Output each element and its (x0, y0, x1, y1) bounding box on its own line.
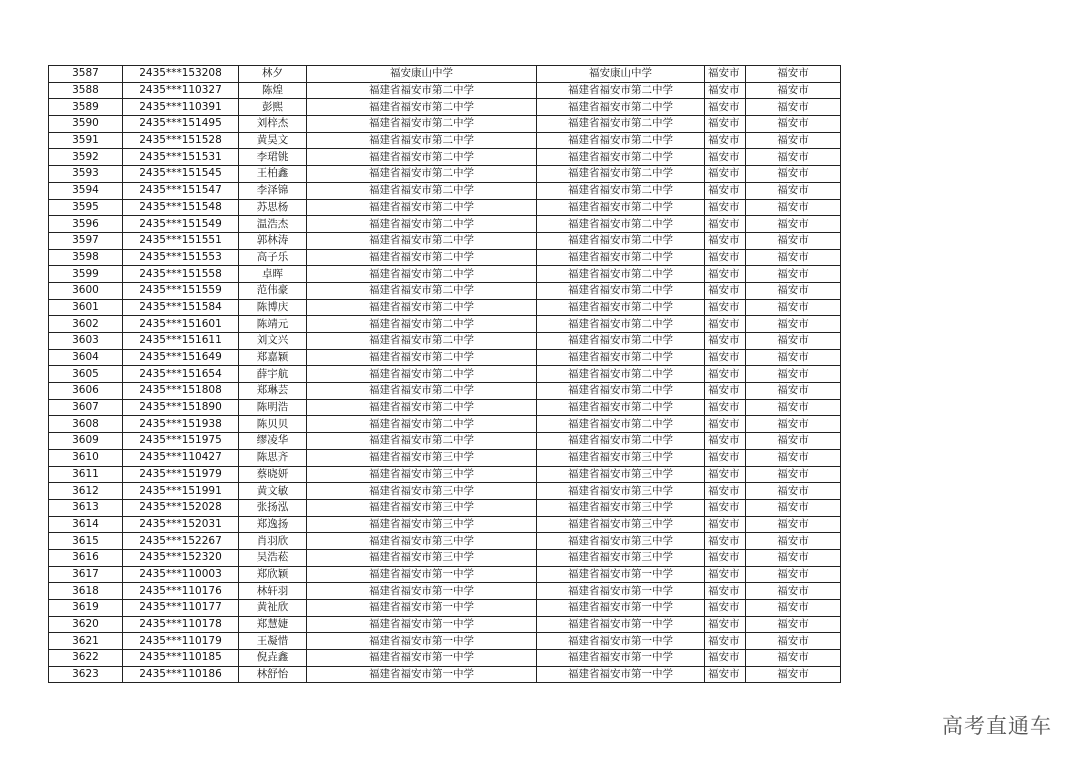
table-row (49, 433, 841, 450)
cell-name: 林舒怡 (239, 666, 307, 683)
cell-exam-id: 2435***151547 (123, 182, 239, 199)
cell-name: 刘梓杰 (239, 116, 307, 133)
watermark-text: 高考直通车 (942, 714, 1052, 738)
cell-exam-id: 2435***110176 (123, 583, 239, 600)
cell-name: 林轩羽 (239, 583, 307, 600)
cell-exam-id: 2435***152320 (123, 549, 239, 566)
cell-city-2: 福安市 (746, 82, 841, 99)
cell-seq: 3622 (49, 650, 123, 667)
cell-school-2: 福建省福安市第二中学 (537, 99, 705, 116)
cell-name: 倪垚鑫 (239, 650, 307, 667)
cell-seq: 3591 (49, 132, 123, 149)
table-row (49, 66, 841, 83)
table-row (49, 132, 841, 149)
cell-city: 福安市 (705, 182, 746, 199)
cell-exam-id: 2435***151553 (123, 249, 239, 266)
cell-school-2: 福建省福安市第二中学 (537, 366, 705, 383)
cell-name: 郑慧婕 (239, 616, 307, 633)
cell-seq: 3615 (49, 533, 123, 550)
cell-city: 福安市 (705, 199, 746, 216)
cell-school: 福建省福安市第二中学 (307, 249, 537, 266)
cell-exam-id: 2435***152028 (123, 499, 239, 516)
cell-exam-id: 2435***110427 (123, 449, 239, 466)
table-row (49, 616, 841, 633)
cell-exam-id: 2435***151528 (123, 132, 239, 149)
cell-city-2: 福安市 (746, 383, 841, 400)
cell-city-2: 福安市 (746, 650, 841, 667)
cell-school-2: 福建省福安市第二中学 (537, 132, 705, 149)
table-row (49, 650, 841, 667)
cell-school-2: 福建省福安市第三中学 (537, 483, 705, 500)
table-row (49, 99, 841, 116)
cell-city-2: 福安市 (746, 583, 841, 600)
cell-seq: 3599 (49, 266, 123, 283)
cell-school-2: 福建省福安市第二中学 (537, 316, 705, 333)
cell-exam-id: 2435***110391 (123, 99, 239, 116)
cell-name: 陈贝贝 (239, 416, 307, 433)
cell-exam-id: 2435***151545 (123, 166, 239, 183)
table-row (49, 483, 841, 500)
cell-name: 蔡晓妍 (239, 466, 307, 483)
cell-seq: 3617 (49, 566, 123, 583)
cell-school: 福建省福安市第二中学 (307, 349, 537, 366)
cell-exam-id: 2435***151890 (123, 399, 239, 416)
cell-seq: 3620 (49, 616, 123, 633)
cell-city-2: 福安市 (746, 266, 841, 283)
cell-name: 郑嘉颖 (239, 349, 307, 366)
cell-name: 张扬泓 (239, 499, 307, 516)
cell-school: 福建省福安市第二中学 (307, 199, 537, 216)
cell-seq: 3604 (49, 349, 123, 366)
cell-city: 福安市 (705, 82, 746, 99)
cell-city-2: 福安市 (746, 116, 841, 133)
cell-school-2: 福建省福安市第一中学 (537, 566, 705, 583)
table-row (49, 533, 841, 550)
cell-exam-id: 2435***110178 (123, 616, 239, 633)
cell-seq: 3605 (49, 366, 123, 383)
cell-exam-id: 2435***151975 (123, 433, 239, 450)
cell-exam-id: 2435***151495 (123, 116, 239, 133)
cell-school-2: 福建省福安市第二中学 (537, 266, 705, 283)
cell-school: 福建省福安市第二中学 (307, 99, 537, 116)
table-row (49, 583, 841, 600)
cell-city: 福安市 (705, 99, 746, 116)
cell-seq: 3600 (49, 282, 123, 299)
cell-city-2: 福安市 (746, 166, 841, 183)
cell-school: 福建省福安市第二中学 (307, 333, 537, 350)
table-row (49, 549, 841, 566)
cell-city: 福安市 (705, 549, 746, 566)
cell-city-2: 福安市 (746, 216, 841, 233)
cell-city-2: 福安市 (746, 182, 841, 199)
cell-city-2: 福安市 (746, 666, 841, 683)
cell-school: 福建省福安市第二中学 (307, 366, 537, 383)
cell-exam-id: 2435***151549 (123, 216, 239, 233)
cell-school: 福建省福安市第二中学 (307, 232, 537, 249)
table-row (49, 600, 841, 617)
table-row (49, 449, 841, 466)
cell-city-2: 福安市 (746, 399, 841, 416)
cell-name: 肖羽欣 (239, 533, 307, 550)
cell-school: 福建省福安市第二中学 (307, 132, 537, 149)
cell-city-2: 福安市 (746, 149, 841, 166)
cell-city: 福安市 (705, 666, 746, 683)
cell-school-2: 福建省福安市第一中学 (537, 583, 705, 600)
cell-school-2: 福建省福安市第二中学 (537, 82, 705, 99)
cell-school: 福建省福安市第二中学 (307, 299, 537, 316)
cell-city: 福安市 (705, 616, 746, 633)
cell-name: 陈思齐 (239, 449, 307, 466)
table-row (49, 499, 841, 516)
cell-city-2: 福安市 (746, 533, 841, 550)
cell-city-2: 福安市 (746, 466, 841, 483)
cell-city: 福安市 (705, 149, 746, 166)
cell-seq: 3618 (49, 583, 123, 600)
cell-school-2: 福建省福安市第二中学 (537, 232, 705, 249)
cell-city-2: 福安市 (746, 99, 841, 116)
cell-school-2: 福建省福安市第二中学 (537, 416, 705, 433)
cell-city-2: 福安市 (746, 333, 841, 350)
cell-seq: 3595 (49, 199, 123, 216)
cell-school-2: 福建省福安市第一中学 (537, 650, 705, 667)
cell-school: 福建省福安市第三中学 (307, 516, 537, 533)
cell-seq: 3587 (49, 66, 123, 83)
cell-name: 陈靖元 (239, 316, 307, 333)
cell-city-2: 福安市 (746, 282, 841, 299)
cell-seq: 3590 (49, 116, 123, 133)
cell-school: 福建省福安市第三中学 (307, 466, 537, 483)
cell-seq: 3613 (49, 499, 123, 516)
cell-seq: 3603 (49, 333, 123, 350)
cell-city: 福安市 (705, 633, 746, 650)
cell-city: 福安市 (705, 116, 746, 133)
cell-name: 陈煌 (239, 82, 307, 99)
cell-seq: 3594 (49, 182, 123, 199)
cell-exam-id: 2435***151558 (123, 266, 239, 283)
table-row (49, 116, 841, 133)
cell-school-2: 福建省福安市第三中学 (537, 466, 705, 483)
cell-name: 李珺铫 (239, 149, 307, 166)
table-row (49, 282, 841, 299)
cell-city-2: 福安市 (746, 433, 841, 450)
cell-name: 黄昊文 (239, 132, 307, 149)
cell-school: 福建省福安市第三中学 (307, 499, 537, 516)
cell-seq: 3614 (49, 516, 123, 533)
cell-seq: 3612 (49, 483, 123, 500)
cell-school: 福建省福安市第三中学 (307, 483, 537, 500)
cell-seq: 3623 (49, 666, 123, 683)
cell-school-2: 福建省福安市第二中学 (537, 383, 705, 400)
cell-school-2: 福建省福安市第三中学 (537, 516, 705, 533)
cell-seq: 3607 (49, 399, 123, 416)
cell-city: 福安市 (705, 433, 746, 450)
table-row (49, 266, 841, 283)
cell-city-2: 福安市 (746, 633, 841, 650)
cell-city-2: 福安市 (746, 499, 841, 516)
cell-school: 福建省福安市第一中学 (307, 566, 537, 583)
table-row (49, 666, 841, 683)
cell-school: 福建省福安市第二中学 (307, 282, 537, 299)
cell-school: 福建省福安市第一中学 (307, 633, 537, 650)
cell-school: 福建省福安市第二中学 (307, 433, 537, 450)
cell-school: 福建省福安市第二中学 (307, 166, 537, 183)
cell-exam-id: 2435***151991 (123, 483, 239, 500)
cell-city: 福安市 (705, 533, 746, 550)
cell-school-2: 福建省福安市第一中学 (537, 666, 705, 683)
cell-city: 福安市 (705, 466, 746, 483)
cell-city-2: 福安市 (746, 549, 841, 566)
cell-school: 福建省福安市第一中学 (307, 650, 537, 667)
cell-school: 福建省福安市第三中学 (307, 449, 537, 466)
cell-city-2: 福安市 (746, 299, 841, 316)
cell-city-2: 福安市 (746, 366, 841, 383)
cell-school: 福建省福安市第二中学 (307, 266, 537, 283)
table-row (49, 199, 841, 216)
cell-seq: 3593 (49, 166, 123, 183)
cell-city-2: 福安市 (746, 132, 841, 149)
cell-name: 王凝惜 (239, 633, 307, 650)
cell-exam-id: 2435***151979 (123, 466, 239, 483)
cell-seq: 3610 (49, 449, 123, 466)
cell-exam-id: 2435***151808 (123, 383, 239, 400)
cell-school-2: 福建省福安市第二中学 (537, 199, 705, 216)
cell-name: 范伟豪 (239, 282, 307, 299)
cell-seq: 3611 (49, 466, 123, 483)
cell-exam-id: 2435***153208 (123, 66, 239, 83)
cell-city: 福安市 (705, 266, 746, 283)
cell-city: 福安市 (705, 316, 746, 333)
cell-school-2: 福建省福安市第二中学 (537, 249, 705, 266)
cell-city: 福安市 (705, 216, 746, 233)
cell-seq: 3596 (49, 216, 123, 233)
table-row (49, 466, 841, 483)
roster-table (48, 65, 841, 683)
cell-name: 薛宇航 (239, 366, 307, 383)
cell-city: 福安市 (705, 282, 746, 299)
cell-exam-id: 2435***110179 (123, 633, 239, 650)
cell-school-2: 福建省福安市第二中学 (537, 299, 705, 316)
cell-seq: 3598 (49, 249, 123, 266)
cell-school: 福建省福安市第二中学 (307, 416, 537, 433)
cell-city: 福安市 (705, 483, 746, 500)
cell-name: 吴浩菘 (239, 549, 307, 566)
cell-exam-id: 2435***110186 (123, 666, 239, 683)
table-row (49, 149, 841, 166)
cell-city-2: 福安市 (746, 449, 841, 466)
table-row (49, 216, 841, 233)
cell-seq: 3592 (49, 149, 123, 166)
cell-city: 福安市 (705, 333, 746, 350)
table-row (49, 633, 841, 650)
table-row (49, 349, 841, 366)
table-row (49, 316, 841, 333)
cell-city: 福安市 (705, 299, 746, 316)
cell-city-2: 福安市 (746, 516, 841, 533)
cell-seq: 3616 (49, 549, 123, 566)
table-row (49, 249, 841, 266)
cell-city-2: 福安市 (746, 232, 841, 249)
cell-name: 苏思杨 (239, 199, 307, 216)
cell-city: 福安市 (705, 249, 746, 266)
cell-exam-id: 2435***151584 (123, 299, 239, 316)
roster-body (49, 66, 841, 683)
cell-name: 温浩杰 (239, 216, 307, 233)
cell-school: 福建省福安市第一中学 (307, 616, 537, 633)
cell-city: 福安市 (705, 449, 746, 466)
cell-city-2: 福安市 (746, 249, 841, 266)
cell-city: 福安市 (705, 650, 746, 667)
cell-school: 福建省福安市第二中学 (307, 149, 537, 166)
cell-name: 王柏鑫 (239, 166, 307, 183)
cell-exam-id: 2435***152031 (123, 516, 239, 533)
cell-school-2: 福建省福安市第一中学 (537, 633, 705, 650)
cell-city-2: 福安市 (746, 566, 841, 583)
table-row (49, 299, 841, 316)
cell-seq: 3589 (49, 99, 123, 116)
cell-school-2: 福建省福安市第三中学 (537, 533, 705, 550)
table-row (49, 366, 841, 383)
cell-school-2: 福建省福安市第二中学 (537, 349, 705, 366)
table-row (49, 182, 841, 199)
cell-school: 福建省福安市第二中学 (307, 116, 537, 133)
cell-school-2: 福建省福安市第二中学 (537, 333, 705, 350)
cell-school-2: 福建省福安市第二中学 (537, 216, 705, 233)
cell-exam-id: 2435***151938 (123, 416, 239, 433)
cell-school-2: 福建省福安市第三中学 (537, 549, 705, 566)
cell-exam-id: 2435***110185 (123, 650, 239, 667)
cell-school-2: 福建省福安市第一中学 (537, 600, 705, 617)
cell-city: 福安市 (705, 516, 746, 533)
cell-school: 福安康山中学 (307, 66, 537, 83)
cell-school: 福建省福安市第一中学 (307, 583, 537, 600)
cell-name: 黄祉欣 (239, 600, 307, 617)
cell-name: 陈博庆 (239, 299, 307, 316)
cell-school-2: 福建省福安市第三中学 (537, 499, 705, 516)
cell-city: 福安市 (705, 66, 746, 83)
table-row (49, 82, 841, 99)
cell-city: 福安市 (705, 583, 746, 600)
table-row (49, 232, 841, 249)
cell-city: 福安市 (705, 232, 746, 249)
cell-seq: 3606 (49, 383, 123, 400)
cell-school: 福建省福安市第一中学 (307, 600, 537, 617)
cell-name: 高子乐 (239, 249, 307, 266)
cell-school: 福建省福安市第一中学 (307, 666, 537, 683)
cell-city-2: 福安市 (746, 616, 841, 633)
cell-school-2: 福建省福安市第二中学 (537, 399, 705, 416)
cell-seq: 3609 (49, 433, 123, 450)
cell-exam-id: 2435***110003 (123, 566, 239, 583)
cell-school: 福建省福安市第三中学 (307, 549, 537, 566)
cell-seq: 3597 (49, 232, 123, 249)
cell-exam-id: 2435***151611 (123, 333, 239, 350)
cell-exam-id: 2435***151531 (123, 149, 239, 166)
cell-city: 福安市 (705, 383, 746, 400)
cell-name: 彭熙 (239, 99, 307, 116)
cell-city-2: 福安市 (746, 199, 841, 216)
cell-name: 黄文敏 (239, 483, 307, 500)
table-row (49, 383, 841, 400)
cell-exam-id: 2435***151548 (123, 199, 239, 216)
cell-school: 福建省福安市第二中学 (307, 216, 537, 233)
cell-exam-id: 2435***151551 (123, 232, 239, 249)
table-row (49, 416, 841, 433)
cell-school: 福建省福安市第二中学 (307, 182, 537, 199)
cell-school-2: 福建省福安市第二中学 (537, 116, 705, 133)
cell-city-2: 福安市 (746, 600, 841, 617)
cell-city: 福安市 (705, 166, 746, 183)
table-row (49, 166, 841, 183)
cell-school: 福建省福安市第二中学 (307, 316, 537, 333)
cell-seq: 3588 (49, 82, 123, 99)
cell-name: 李泽锦 (239, 182, 307, 199)
cell-exam-id: 2435***151654 (123, 366, 239, 383)
cell-school-2: 福安康山中学 (537, 66, 705, 83)
cell-name: 郑逸扬 (239, 516, 307, 533)
cell-school: 福建省福安市第二中学 (307, 383, 537, 400)
cell-city: 福安市 (705, 566, 746, 583)
cell-school-2: 福建省福安市第二中学 (537, 182, 705, 199)
cell-city-2: 福安市 (746, 66, 841, 83)
cell-city-2: 福安市 (746, 416, 841, 433)
cell-city: 福安市 (705, 499, 746, 516)
cell-name: 郑欣颖 (239, 566, 307, 583)
cell-city: 福安市 (705, 349, 746, 366)
cell-school: 福建省福安市第三中学 (307, 533, 537, 550)
cell-city: 福安市 (705, 416, 746, 433)
cell-city: 福安市 (705, 399, 746, 416)
cell-name: 郑琳芸 (239, 383, 307, 400)
cell-city: 福安市 (705, 132, 746, 149)
cell-name: 缪凌华 (239, 433, 307, 450)
cell-city-2: 福安市 (746, 316, 841, 333)
cell-exam-id: 2435***151649 (123, 349, 239, 366)
cell-city-2: 福安市 (746, 349, 841, 366)
cell-school-2: 福建省福安市第一中学 (537, 616, 705, 633)
cell-name: 陈明浩 (239, 399, 307, 416)
cell-seq: 3608 (49, 416, 123, 433)
cell-school-2: 福建省福安市第二中学 (537, 282, 705, 299)
cell-exam-id: 2435***110327 (123, 82, 239, 99)
table-row (49, 333, 841, 350)
cell-exam-id: 2435***151601 (123, 316, 239, 333)
table-row (49, 566, 841, 583)
cell-exam-id: 2435***151559 (123, 282, 239, 299)
cell-exam-id: 2435***110177 (123, 600, 239, 617)
cell-name: 林夕 (239, 66, 307, 83)
cell-name: 郭林涛 (239, 232, 307, 249)
cell-school-2: 福建省福安市第三中学 (537, 449, 705, 466)
table-row (49, 399, 841, 416)
cell-city: 福安市 (705, 600, 746, 617)
cell-name: 刘文兴 (239, 333, 307, 350)
cell-seq: 3619 (49, 600, 123, 617)
cell-seq: 3602 (49, 316, 123, 333)
cell-city: 福安市 (705, 366, 746, 383)
table-row (49, 516, 841, 533)
cell-school: 福建省福安市第二中学 (307, 399, 537, 416)
cell-seq: 3621 (49, 633, 123, 650)
cell-school-2: 福建省福安市第二中学 (537, 433, 705, 450)
cell-exam-id: 2435***152267 (123, 533, 239, 550)
cell-school: 福建省福安市第二中学 (307, 82, 537, 99)
cell-name: 卓晖 (239, 266, 307, 283)
cell-seq: 3601 (49, 299, 123, 316)
cell-school-2: 福建省福安市第二中学 (537, 149, 705, 166)
cell-city-2: 福安市 (746, 483, 841, 500)
cell-school-2: 福建省福安市第二中学 (537, 166, 705, 183)
